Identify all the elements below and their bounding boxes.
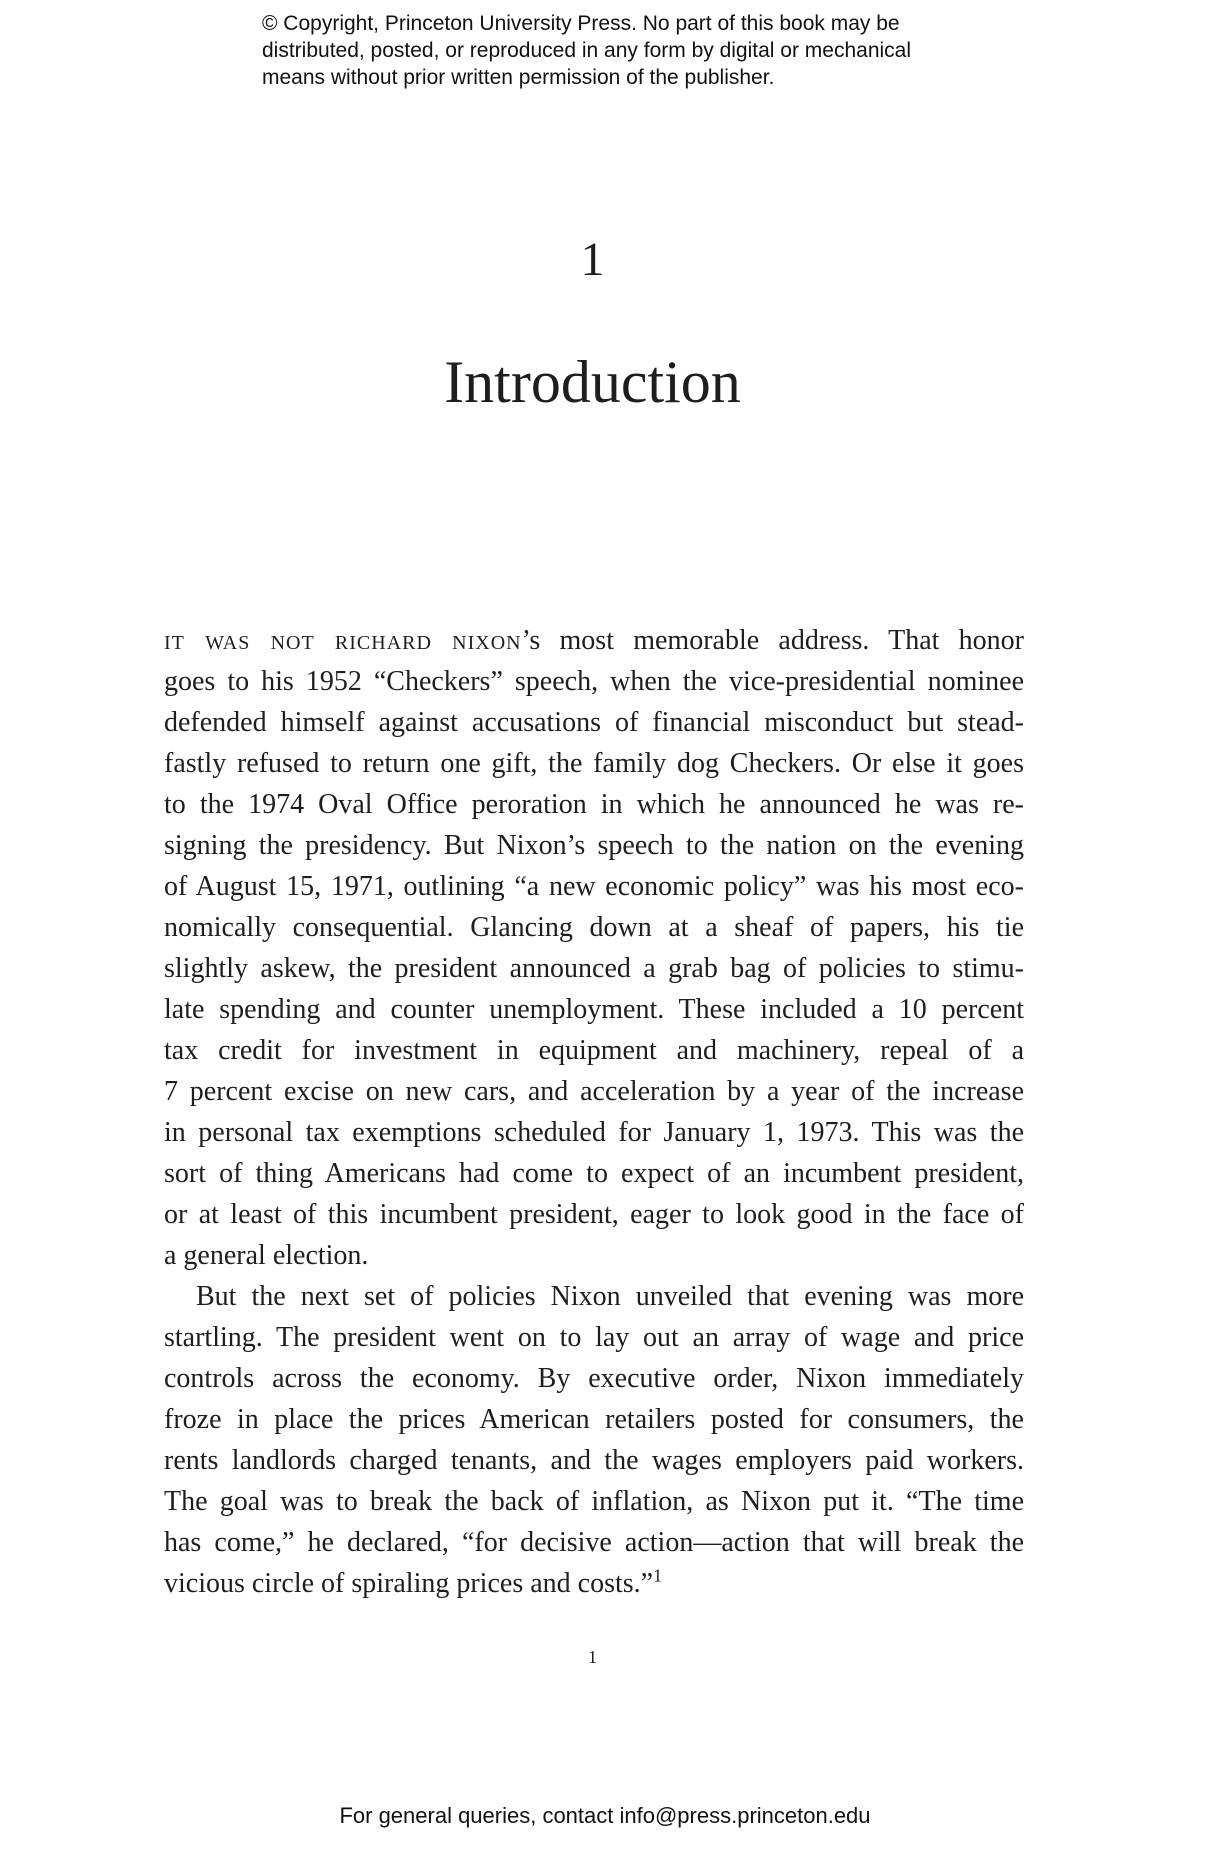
text-line: tax credit for investment in equipment and machinery, repeal of a (164, 1035, 1024, 1066)
paragraph-2 (164, 1276, 1024, 1604)
text-line: The goal was to break the back of inflation, as Nixon put it. “The time (164, 1486, 1024, 1517)
body-text (164, 620, 1024, 1604)
text-line: a general election. (164, 1240, 369, 1271)
text-line: fastly refused to return one gift, the family dog Checkers. Or else it goes (164, 748, 1024, 779)
copyright-line: distributed, posted, or reproduced in any form by digital or mechanical (262, 39, 912, 62)
footnote-marker[interactable]: 1 (653, 1565, 663, 1586)
footer-contact: For general queries, contact info@press.princeton.edu (339, 1803, 871, 1828)
text-line-rest: ’s most memorable address. That honor (521, 625, 1024, 656)
text-line: has come,” he declared, “for decisive action—action that will break the (164, 1527, 1024, 1558)
text-line: nomically consequential. Glancing down at a sheaf of papers, his tie (164, 912, 1024, 943)
text-line: But the next set of policies Nixon unveiled that evening was more (196, 1281, 1024, 1312)
copyright-line: © Copyright, Princeton University Press. No part of this book may be (262, 12, 900, 35)
chapter-title: Introduction (444, 349, 741, 415)
text-line: defended himself against accusations of financial misconduct but stead- (164, 707, 1024, 738)
paragraph-1 (164, 620, 1024, 1276)
text-line: signing the presidency. But Nixon’s speech to the nation on the evening (164, 830, 1024, 861)
text-line: slightly askew, the president announced a grab bag of policies to stimu- (164, 953, 1024, 984)
text-line: in personal tax exemptions scheduled for January 1, 1973. This was the (164, 1117, 1024, 1148)
copyright-notice (262, 10, 982, 91)
opening-small-caps: it was not richard nixon (164, 625, 522, 656)
chapter-number: 1 (580, 233, 605, 286)
text-line: controls across the economy. By executive order, Nixon immediately (164, 1363, 1024, 1394)
page-number: 1 (588, 1647, 597, 1667)
text-line: goes to his 1952 “Checkers” speech, when the vice-presidential nominee (164, 666, 1024, 697)
text-line: froze in place the prices American retailers posted for consumers, the (164, 1404, 1024, 1435)
text-line: rents landlords charged tenants, and the wages employers paid workers. (164, 1445, 1024, 1476)
copyright-line: means without prior written permission of the publisher. (262, 66, 775, 89)
text-line: 7 percent excise on new cars, and acceleration by a year of the increase (164, 1076, 1024, 1107)
text-line: startling. The president went on to lay out an array of wage and price (164, 1322, 1024, 1353)
text-line (164, 1563, 1024, 1604)
text-line (164, 620, 1024, 661)
text-line-content: vicious circle of spiraling prices and costs.” (164, 1568, 654, 1599)
text-line: or at least of this incumbent president, eager to look good in the face of (164, 1199, 1024, 1230)
text-line: to the 1974 Oval Office peroration in which he announced he was re- (164, 789, 1024, 820)
text-line: late spending and counter unemployment. These included a 10 percent (164, 994, 1024, 1025)
text-line: of August 15, 1971, outlining “a new economic policy” was his most eco- (164, 871, 1024, 902)
text-line: sort of thing Americans had come to expect of an incumbent president, (164, 1158, 1024, 1189)
